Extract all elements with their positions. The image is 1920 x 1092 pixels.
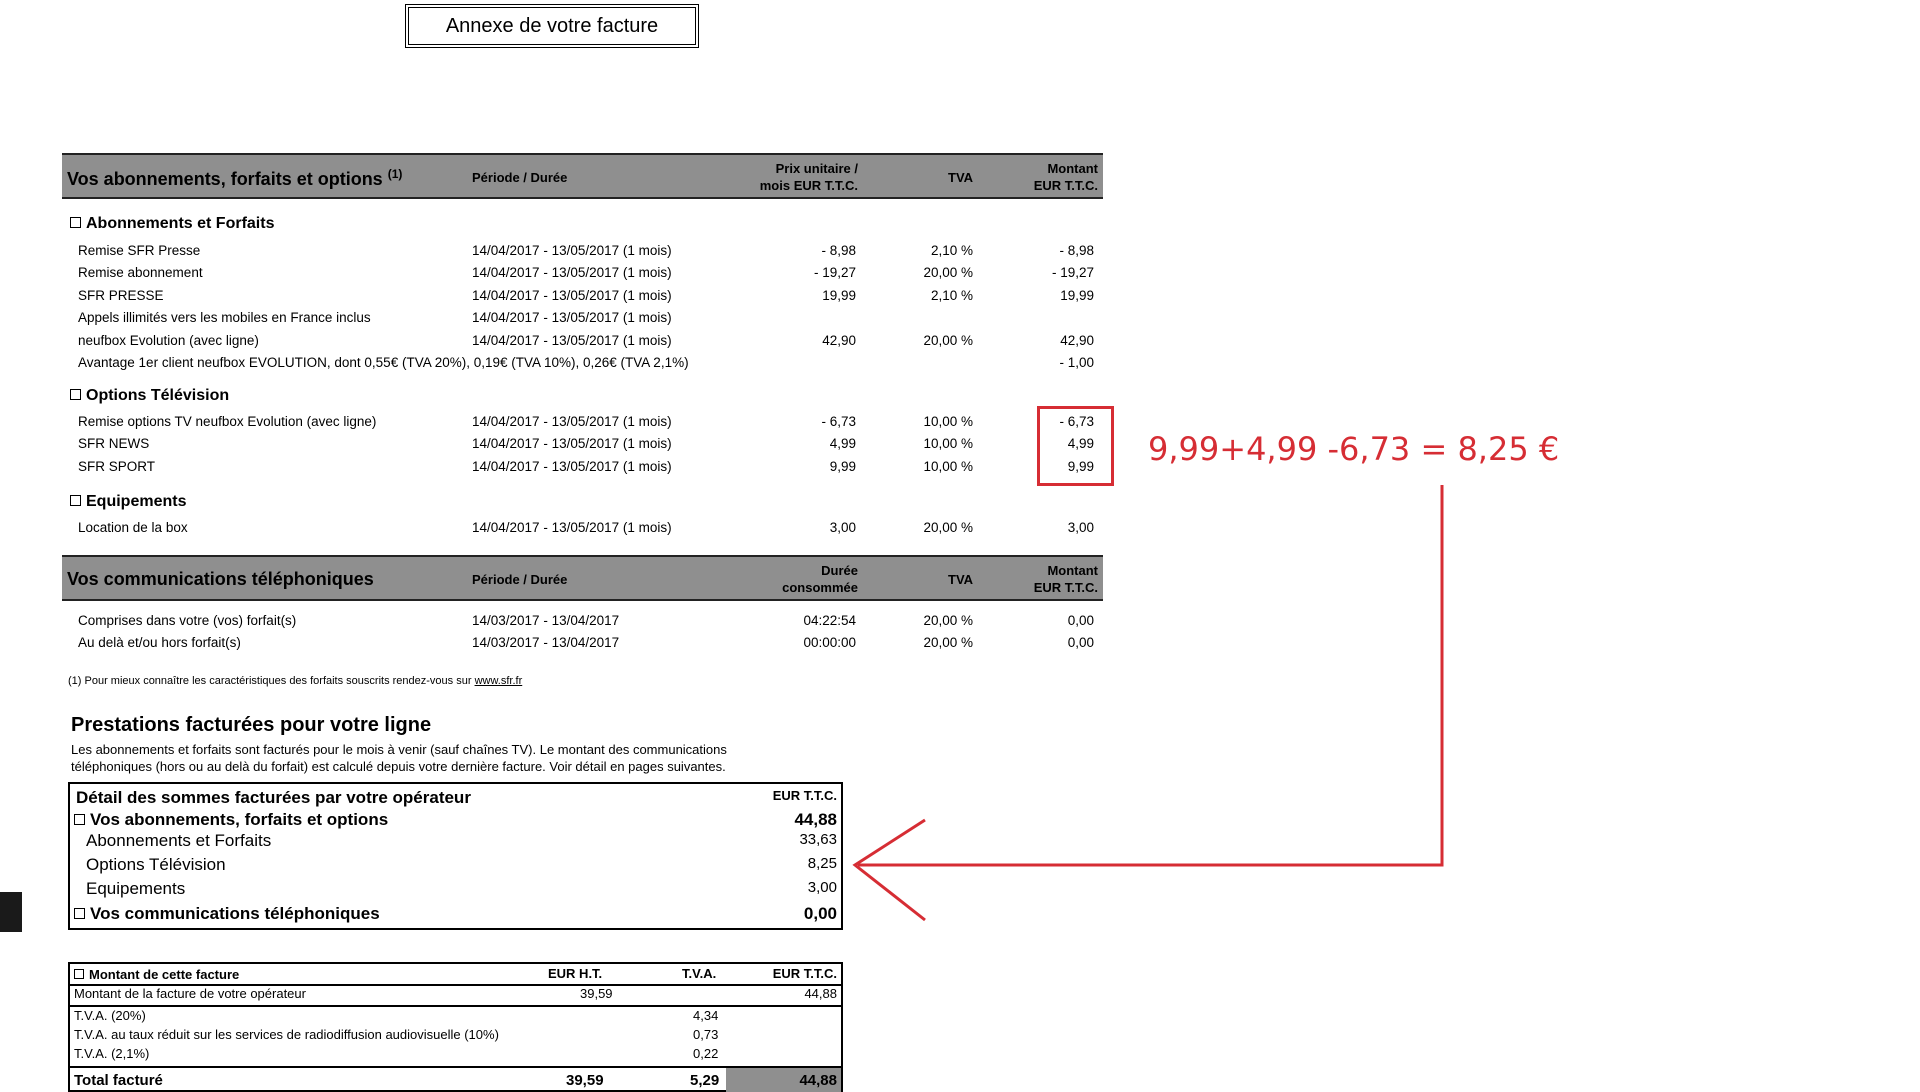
prestations-description: Les abonnements et forfaits sont facturés pour le mois à venir (sauf chaînes TV). Le montant des communications téléphoniques (hors ou au delà du forfait) est calculé depuis votre dernière facture. Voir détail en pages suivantes.	[71, 742, 727, 774]
row-amount: - 1,00	[1059, 355, 1094, 370]
col-ttc: EUR T.T.C.	[772, 966, 837, 981]
row-amount: 4,99	[1067, 436, 1094, 452]
col-period: Période / Durée	[472, 170, 568, 185]
row-amount: 19,99	[1060, 287, 1094, 303]
totals-title: Montant de cette facture	[89, 967, 240, 982]
col-amount-2: EUR T.T.C.	[1033, 178, 1098, 193]
row-tva: 2,10 %	[930, 243, 973, 258]
row-period: 14/03/2017 - 13/04/2017	[472, 635, 620, 651]
col-tva: TVA	[948, 170, 974, 185]
row-period: 14/04/2017 - 13/05/2017 (1 mois)	[472, 414, 672, 429]
tva10-label: T.V.A. au taux réduit sur les services de radiodiffusion audiovisuelle (10%)	[74, 1027, 499, 1042]
sfr-link[interactable]: www.sfr.fr	[474, 675, 523, 687]
row-price: 4,99	[829, 436, 856, 452]
detail-sub-abonnements: Abonnements et Forfaits	[86, 831, 272, 850]
footnote: (1) Pour mieux connaître les caractéristiques des forfaits souscrits rendez-vous sur www.sfr.fr	[68, 675, 523, 687]
col-amount-1: Montant	[1047, 563, 1098, 578]
row-label: Remise abonnement	[78, 265, 203, 281]
annotation-formula: 9,99+4,99 -6,73 = 8,25 €	[1148, 430, 1560, 468]
col-ht: EUR H.T.	[548, 966, 603, 981]
row-label: Remise SFR Presse	[78, 243, 201, 258]
row-period: 14/04/2017 - 13/05/2017 (1 mois)	[472, 287, 672, 303]
row-duration: 04:22:54	[803, 613, 856, 628]
row-tva: 20,00 %	[923, 635, 973, 651]
totals-operator-row: Montant de la facture de votre opérateur 39,59 44,88	[70, 984, 841, 1007]
row-period: 14/04/2017 - 13/05/2017 (1 mois)	[472, 332, 672, 348]
total-ttc: 44,88	[799, 1072, 837, 1089]
row-tva: 10,00 %	[923, 414, 973, 429]
subscriptions-title-note: (1)	[387, 167, 403, 181]
tva20-value: 4,34	[693, 1008, 719, 1023]
row-price: - 6,73	[821, 414, 856, 429]
row-period: 14/04/2017 - 13/05/2017 (1 mois)	[472, 458, 672, 474]
col-tva: T.V.A.	[682, 966, 717, 981]
row-tva: 20,00 %	[923, 520, 973, 535]
row-amount: - 6,73	[1059, 414, 1094, 429]
row-duration: 00:00:00	[803, 635, 856, 651]
tva21-label: T.V.A. (2,1%)	[74, 1046, 150, 1061]
tva21-value: 0,22	[693, 1046, 719, 1061]
detail-comm-label: Vos communications téléphoniques	[74, 904, 380, 924]
row-label: neufbox Evolution (avec ligne)	[78, 332, 259, 348]
row-tva: 2,10 %	[930, 287, 973, 303]
col-price-1: Prix unitaire /	[775, 161, 858, 176]
row-label: Remise options TV neufbox Evolution (avec ligne)	[78, 414, 377, 429]
section-equipements: Equipements	[70, 493, 186, 511]
communications-title: Vos communications téléphoniques	[67, 569, 374, 589]
row-amount: 42,90	[1060, 332, 1094, 348]
row-price: 42,90	[822, 332, 856, 348]
detail-title: Détail des sommes facturées par votre opérateur	[76, 788, 471, 807]
row-period: 14/04/2017 - 13/05/2017 (1 mois)	[472, 520, 672, 535]
col-tva: TVA	[948, 572, 974, 587]
row-tva: 20,00 %	[923, 613, 973, 628]
row-tva: 20,00 %	[923, 332, 973, 348]
row-amount: 9,99	[1067, 458, 1094, 474]
tva10-value: 0,73	[693, 1027, 719, 1042]
total-tva: 5,29	[690, 1072, 720, 1089]
total-ht: 39,59	[566, 1072, 604, 1089]
row-label: Appels illimités vers les mobiles en France inclus	[78, 310, 371, 326]
row-label: Location de la box	[78, 520, 188, 535]
row-amount: - 19,27	[1051, 265, 1094, 281]
row-price: - 19,27	[813, 265, 856, 281]
row-period: 14/04/2017 - 13/05/2017 (1 mois)	[472, 436, 672, 452]
subscriptions-title: Vos abonnements, forfaits et options	[67, 169, 383, 189]
row-period: 14/04/2017 - 13/05/2017 (1 mois)	[472, 243, 672, 258]
row-tva: 10,00 %	[923, 436, 973, 452]
row-label: SFR NEWS	[78, 436, 150, 452]
row-amount: 0,00	[1067, 635, 1094, 651]
detail-abonnements-total: 44,88	[794, 810, 837, 829]
row-period: 14/04/2017 - 13/05/2017 (1 mois)	[472, 310, 672, 326]
row-label: Au delà et/ou hors forfait(s)	[78, 635, 241, 651]
tva20-label: T.V.A. (20%)	[74, 1008, 146, 1023]
total-label: Total facturé	[74, 1072, 163, 1089]
section-abonnements: Abonnements et Forfaits	[70, 215, 274, 233]
row-price: 3,00	[829, 520, 856, 535]
col-period: Période / Durée	[472, 572, 568, 587]
col-duration-1: Durée	[821, 563, 858, 578]
detail-sub-tv-value: 8,25	[807, 855, 837, 872]
col-amount-2: EUR T.T.C.	[1033, 580, 1098, 595]
row-price: 9,99	[829, 458, 856, 474]
detail-sub-equip: Equipements	[86, 879, 186, 898]
invoice-annex-title: Annexe de votre facture	[405, 4, 699, 48]
detail-sub-equip-value: 3,00	[807, 879, 837, 896]
row-tva: 20,00 %	[923, 265, 973, 281]
row-price: - 8,98	[821, 243, 856, 258]
row-amount: 0,00	[1067, 613, 1094, 628]
prestations-title: Prestations facturées pour votre ligne	[71, 714, 432, 736]
page-edge-marker	[0, 892, 22, 932]
col-price-2: mois EUR T.T.C.	[759, 178, 858, 193]
detail-sub-abonnements-value: 33,63	[799, 831, 837, 848]
col-duration-2: consommée	[782, 580, 858, 595]
row-tva: 10,00 %	[923, 458, 973, 474]
col-amount-1: Montant	[1047, 161, 1098, 176]
row-amount: - 8,98	[1059, 243, 1094, 258]
section-television: Options Télévision	[70, 387, 229, 405]
row-period: 14/03/2017 - 13/04/2017	[472, 613, 620, 628]
row-price: 19,99	[822, 287, 856, 303]
row-label: Comprises dans votre (vos) forfait(s)	[78, 613, 297, 628]
row-label: SFR SPORT	[78, 458, 156, 474]
detail-sub-tv: Options Télévision	[86, 855, 226, 874]
detail-abonnements-label: Vos abonnements, forfaits et options	[74, 810, 388, 830]
row-label: Avantage 1er client neufbox EVOLUTION, dont 0,55€ (TVA 20%), 0,19€ (TVA 10%), 0,26€ (TVA 2,1%)	[78, 355, 689, 370]
detail-comm-total: 0,00	[803, 904, 837, 923]
row-period: 14/04/2017 - 13/05/2017 (1 mois)	[472, 265, 672, 281]
row-amount: 3,00	[1067, 520, 1094, 535]
row-label: SFR PRESSE	[78, 287, 164, 303]
detail-currency: EUR T.T.C.	[772, 788, 837, 803]
